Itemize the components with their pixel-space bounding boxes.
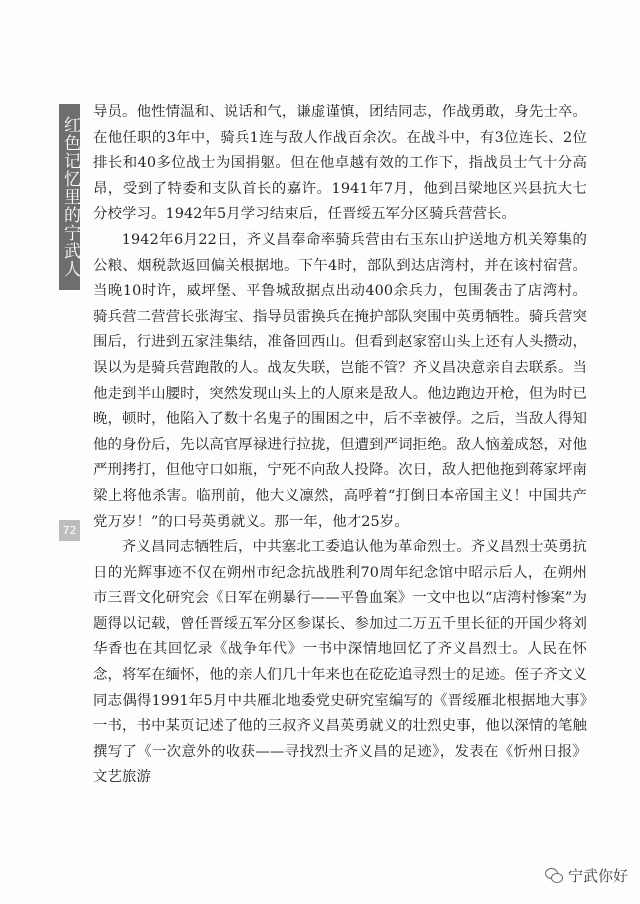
wechat-icon — [545, 868, 563, 883]
watermark-text: 宁武你好 — [567, 867, 628, 885]
paragraph: 1942年6月22日，齐义昌奉命率骑兵营由右玉东山护送地方机关筹集的公粮、烟税款返回偏关根据地。下午4时，部队到达店湾村，并在该村宿营。当晚10时许，威坪堡、平鲁城敌据点出动400余兵力，包围袭击了店湾村。骑兵营二营营长张海宝、指导员雷换兵在掩护部队突围中英勇牺牲。骑兵营突围后，行进到五家洼集结，准备回西山。但看到赵家窑山头上还有人头攒动，误以为是骑兵营跑散的人。战友失联，岂能不管？齐义昌决意亲自去联系。当他走到半山腰时，突然发现山头上的人原来是敌人。他边跑边开枪，但为时已晚，顿时，他陷入了数十名鬼子的围困之中，后不幸被俘。之后，当敌人得知他的身份后，先以高官厚禄进行拉拢，但遭到严词拒绝。敌人恼羞成怒，对他严刑拷打，但他守口如瓶，宁死不向敌人投降。次日，敌人把他拖到蒋家坪南梁上将他杀害。临刑前，他大义凛然，高呼着“打倒日本帝国主义！中国共产党万岁！”的口号英勇就义。那一年，他才25岁。 — [93, 231, 587, 530]
body-text — [93, 100, 587, 791]
chapter-side-tab — [59, 104, 80, 290]
paragraph: 齐义昌同志牺牲后，中共塞北工委追认他为革命烈士。齐义昌烈士英勇抗日的光辉事迹不仅在朔州市纪念抗战胜利70周年纪念馆中昭示后人，在朔州市三晋文化研究会《日军在朔暴行——平鲁血案》一文中也以“店湾村惨案”为题得以记载，曾任晋绥五军分区参谋长、参加过二万五千里长征的开国少将刘华香也在其回忆录《战争年代》一书中深情地回忆了齐义昌烈士。人民在怀念，将军在缅怀，他的亲人们几十年来也在矻矻追寻烈士的足迹。侄子齐文义同志偶得1991年5月中共雁北地委党史研究室编写的《晋绥雁北根据地大事》一书，书中某页记述了他的三叔齐义昌英勇就义的壮烈史事，他以深情的笔触撰写了《一次意外的收获——寻找烈士齐义昌的足迹》，发表在《忻州日报》文艺旅游 — [93, 539, 587, 786]
page-number: 72 — [59, 520, 80, 541]
paragraph: 导员。他性情温和、说话和气，谦虚谨慎，团结同志，作战勇敢，身先士卒。在他任职的3年中，骑兵1连与敌人作战百余次。在战斗中，有3位连长、2位排长和40多位战士为国捐躯。但在他卓越有效的工作下，指战员士气十分高昂，受到了特委和支队首长的嘉许。1941年7月，他到吕梁地区兴县抗大七分校学习。1942年5月学习结束后，任晋绥五军分区骑兵营营长。 — [93, 104, 587, 223]
watermark — [545, 865, 628, 886]
chapter-title: 红色记忆里的宁武人 — [60, 116, 80, 278]
